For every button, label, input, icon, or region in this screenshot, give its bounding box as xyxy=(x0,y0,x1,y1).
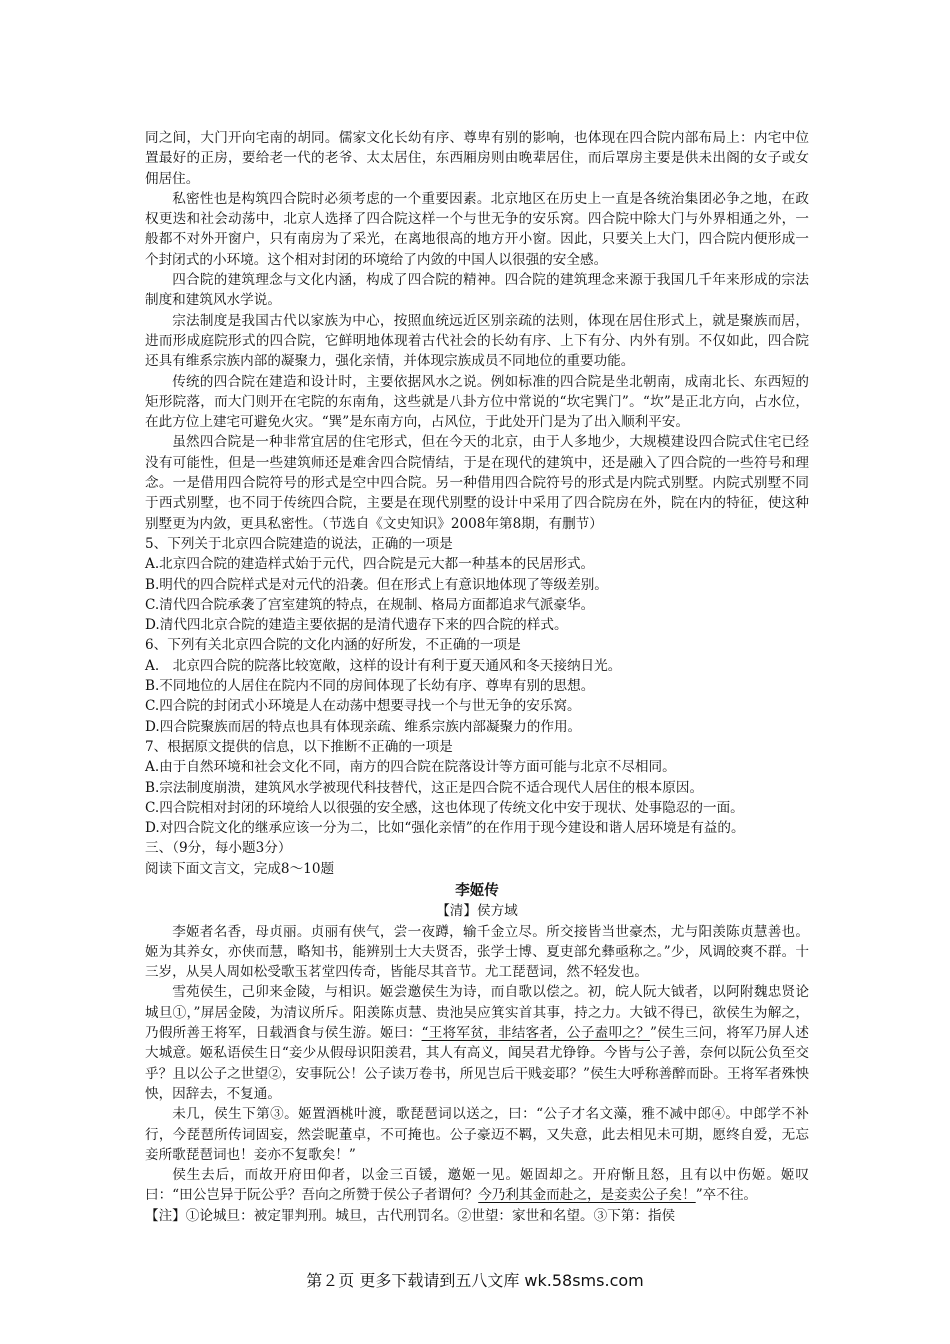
annotation-note: 【注】①论城旦：被定罪判刑。城旦，古代刑罚名。②世望：家世和名望。③下第：指侯 xyxy=(145,1207,676,1224)
classical-text-author: 【清】侯方域 xyxy=(436,903,518,920)
classical-text-title: 李姬传 xyxy=(455,882,499,899)
classical-paragraph-4 xyxy=(145,1165,809,1206)
underlined-sentence-1: “王将军贫，非结客者，公子盍叩之？ xyxy=(421,1025,650,1042)
section-3-header: 三、（9分，每小题3分） xyxy=(145,840,292,857)
underlined-sentence-2: 今乃利其金而赴之，是妾卖公子矣！ xyxy=(478,1187,696,1204)
passage-paragraph-5: 传统的四合院在建造和设计时，主要依据风水之说。例如标准的四合院是坐北朝南，成南北长、东西短的矩形院落，而大门则开在宅院的东南角，这些就是八卦方位中常说的“坎宅巽门”。“坎”是正北方向，占水位，在此方位上建宅可避免火灾。“巽”是东南方向，占风位，于此处开门是为了出入顺利平安。 xyxy=(145,373,809,431)
question-6-option-d: D.四合院聚族而居的特点也具有体现亲疏、维系宗族内部凝聚力的作用。 xyxy=(145,718,582,735)
classical-paragraph-2-part-b: ”侯生三问，将军乃屏人述大城意。姬私语侯生日“妾少从假母识阳羡君，其人有高义，闻吴君尤铮铮。今皆与公子善，奈何以阮公负至交乎？且以公子之世望②，安事阮公！公子读万卷书，所见岂后干贱妾耶？”侯生大呼称善醉而卧。王将军者殊怏怏，因辞去，不复通。 xyxy=(145,1025,810,1102)
question-6-option-c: C.四合院的封闭式小环境是人在动荡中想要寻找一个与世无争的安乐窝。 xyxy=(145,698,581,715)
classical-paragraph-2 xyxy=(145,982,809,1104)
passage-paragraph-1: 同之间，大门开向宅南的胡同。儒家文化长幼有序、尊卑有别的影响，也体现在四合院内部布局上：内宅中位置最好的正房，要给老一代的老爷、太太居住，东西厢房则由晚辈居住，而后罩房主要是供未出阁的女子或女佣居住。 xyxy=(145,130,809,187)
classical-paragraph-3: 未几，侯生下第③。姬置酒桃叶渡，歌琵琶词以送之，曰：“公子才名文藻，雅不减中郎④。中郎学不补行，今琵琶所传词固妄，然尝昵董卓，不可掩也。公子豪迈不羁，又失意，此去相见未可期，愿终自爱，无忘妾所歌琵琶词也！妾亦不复歌矣！” xyxy=(145,1106,809,1163)
passage-paragraph-3: 四合院的建筑理念与文化内涵，构成了四合院的精神。四合院的建筑理念来源于我国几千年来形成的宗法制度和建筑风水学说。 xyxy=(145,272,809,309)
question-7-stem: 7、根据原文提供的信息，以下推断不正确的一项是 xyxy=(145,738,453,755)
question-6-option-a: A. 北京四合院的院落比较宽敞，这样的设计有利于夏天通风和冬天接纳日光。 xyxy=(145,657,622,674)
section-3-instruction: 阅读下面文言文，完成8～10题 xyxy=(145,860,335,877)
question-7-option-c: C.四合院相对封闭的环境给人以很强的安全感，这也体现了传统文化中安于现状、处事隐忍的一面。 xyxy=(145,799,744,816)
passage-paragraph-2: 私密性也是构筑四合院时必须考虑的一个重要因素。北京地区在历史上一直是各统治集团必争之地，在政权更迭和社会动荡中，北京人选择了四合院这样一个与世无争的安乐窝。四合院中除大门与外界相通之外，一般都不对外开窗户，只有南房为了采光，在离地很高的地方开小窗。因此，只要关上大门，四合院内便形成一个封闭式的小环境。这个相对封闭的环境给了内敛的中国人以很强的安全感。 xyxy=(145,190,809,268)
question-7-option-b: B.宗法制度崩溃，建筑风水学被现代科技替代，这正是四合院不适合现代人居住的根本原因。 xyxy=(145,779,704,796)
question-5-option-b: B.明代的四合院样式是对元代的沿袭。但在形式上有意识地体现了等级差别。 xyxy=(145,576,608,593)
question-5-option-d: D.清代四北京合院的建造主要依据的是清代遗存下来的四合院的样式。 xyxy=(145,617,568,634)
classical-paragraph-4-part-a: 侯生去后，而故开府田仰者，以金三百锾，邀姬一见。姬固却之。开府惭且怒，且有以中伤姬。姬叹曰：“田公岂异于阮公乎？吾向之所赞于侯公子者谓何？ xyxy=(145,1167,809,1204)
question-7-option-d: D.对四合院文化的继承应该一分为二，比如“强化亲情”的在作用于现今建设和谐人居环境是有益的。 xyxy=(145,820,745,837)
passage-paragraph-4: 宗法制度是我国古代以家族为中心，按照血统远近区别亲疏的法则，体现在居住形式上，就是聚族而居，进而形成庭院形式的四合院，它鲜明地体现着古代社会的长幼有序、上下有分、内外有别。不仅如此，四合院还具有维系宗族内部的凝聚力，强化亲情，并体现宗族成员不同地位的重要功能。 xyxy=(145,312,809,370)
classical-paragraph-1: 李姬者名香，母贞丽。贞丽有侠气，尝一夜蹲，输千金立尽。所交接皆当世豪杰，尤与阳羡陈贞慧善也。姬为其养女，亦侠而慧，略知书，能辨别士大夫贤否，张学士博、夏吏部允彝亟称之。”少，风调皎爽不群。十三岁，从吴人周如松受歌玉茗堂四传奇，皆能尽其音节。尤工琵琶词，然不轻发也。 xyxy=(145,923,809,981)
classical-paragraph-4-part-b: ”卒不往。 xyxy=(695,1187,758,1204)
page-content xyxy=(145,128,809,1226)
passage-paragraph-6: 虽然四合院是一种非常宜居的住宅形式，但在今天的北京，由于人多地少，大规模建设四合院式住宅已经没有可能性，但是一些建筑师还是难舍四合院情结，于是在现代的建筑中，还是融入了四合院的一些符号和理念。一是借用四合院符号的形式是空中四合院。另一种借用四合院符号的形式是内院式别墅。内院式别墅不同于西式别墅，也不同于传统四合院，主要是在现代别墅的设计中采用了四合院房在外，院在内的特征，使这种别墅更为内敛，更具私密性。（节选自《文史知识》2008年第8期，有删节） xyxy=(145,434,809,532)
question-5-option-a: A.北京四合院的建造样式始于元代，四合院是元大都一种基本的民居形式。 xyxy=(145,556,595,573)
question-5-stem: 5、下列关于北京四合院建造的说法，正确的一项是 xyxy=(145,535,453,552)
question-5-option-c: C.清代四合院承袭了宫室建筑的特点，在规制、格局方面都追求气派豪华。 xyxy=(145,596,595,613)
question-6-stem: 6、下列有关北京四合院的文化内涵的好所发，不正确的一项是 xyxy=(145,637,521,654)
page-footer: 第２页 更多下载请到五八文库 wk.58sms.com xyxy=(306,1271,644,1290)
question-7-option-a: A.由于自然环境和社会文化不同，南方的四合院在院落设计等方面可能与北京不尽相同。 xyxy=(145,759,676,776)
question-6-option-b: B.不同地位的人居住在院内不同的房间体现了长幼有序、尊卑有别的思想。 xyxy=(145,678,595,695)
classical-paragraph-2-part-a: 雪苑侯生，己卯来金陵，与相识。姬尝邀侯生为诗，而自歌以偿之。初，皖人阮大钺者，以阿附魏忠贤论城旦①，”屏居金陵，为清议所斥。阳羡陈贞慧、贵池吴应箕实首其事，持之力。大钺不得已，欲侯生为解之，乃假所善王将军，日载酒食与侯生游。姬曰： xyxy=(145,984,809,1042)
